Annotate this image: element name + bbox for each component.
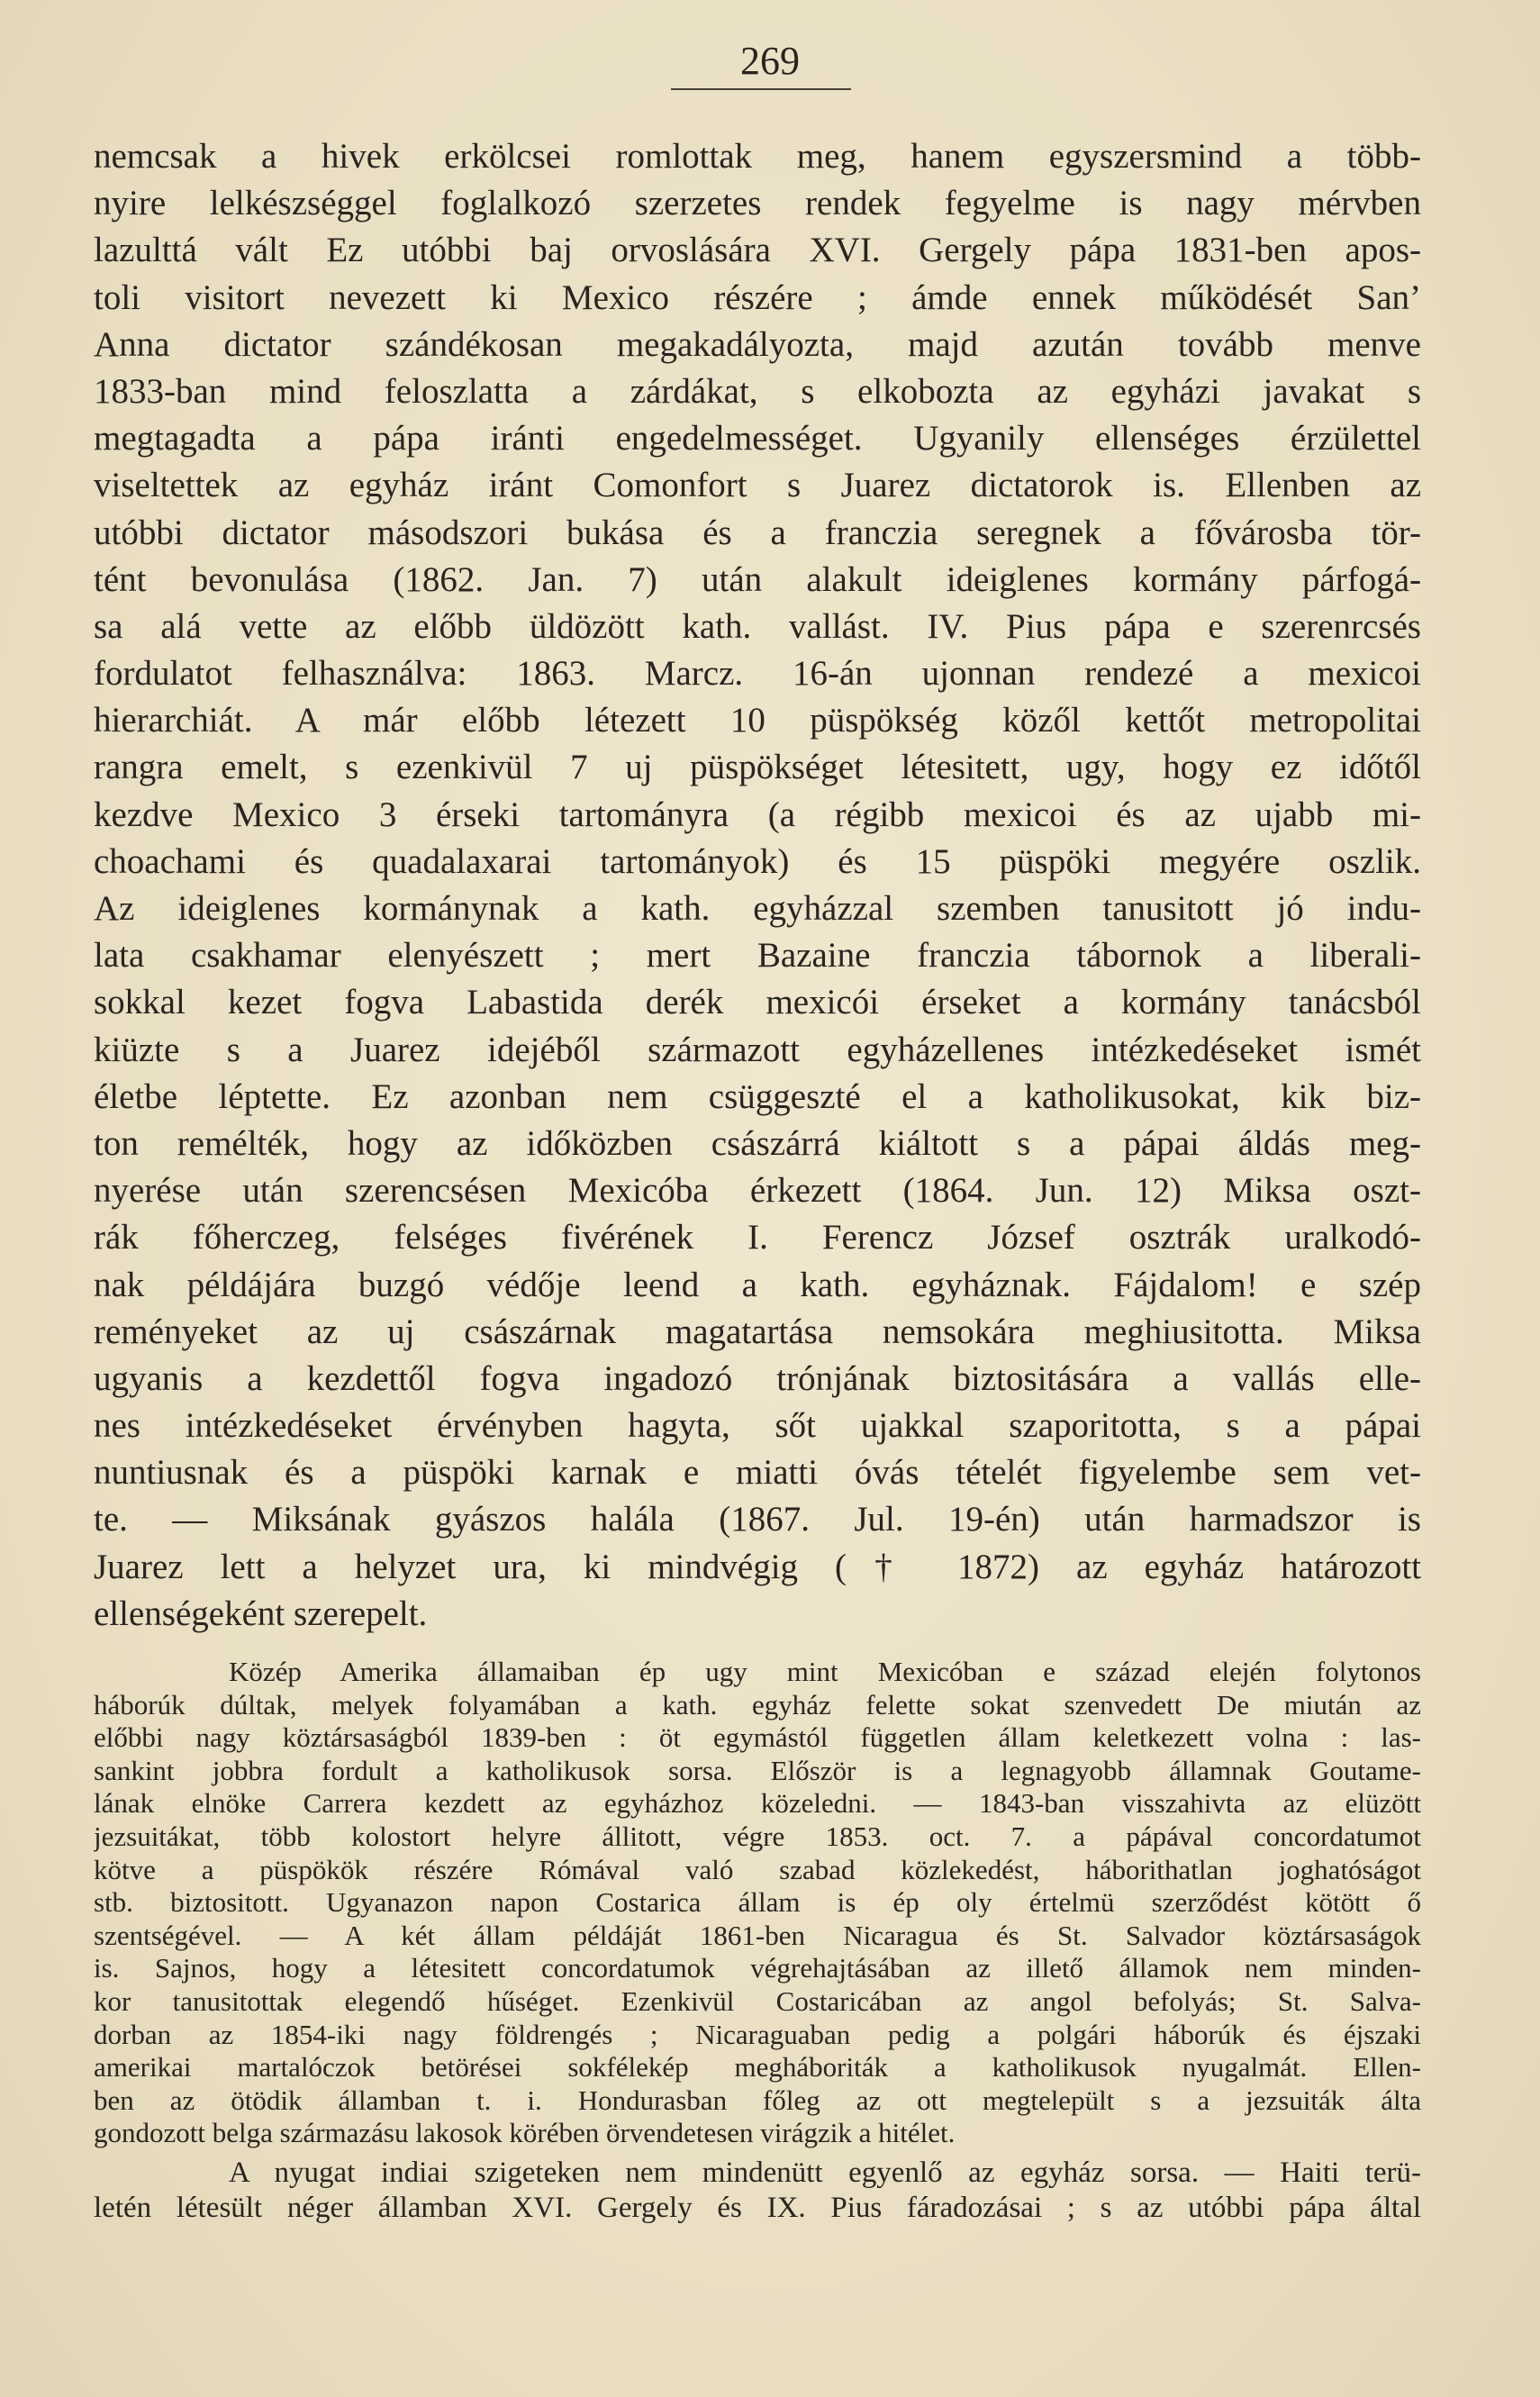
text-line: sankint jobbra fordult a katholikusok sorsa. Először is a legnagyobb államnak Goutame- <box>94 1754 1421 1786</box>
text-line: nemcsak a hivek erkölcsei romlottak meg, hanem egyszersmind a több- <box>94 137 1421 176</box>
text-line: A nyugat indiai szigeteken nem mindenütt egyenlő az egyház sorsa. — Haiti terü- <box>229 2156 1421 2189</box>
text-line: Az ideiglenes kormánynak a kath. egyházzal szemben tanusitott jó indu- <box>94 889 1421 928</box>
text-line: nes intézkedéseket érvényben hagyta, sőt ujakkal szaporitotta, s a pápai <box>94 1406 1421 1446</box>
text-line: kezdve Mexico 3 érseki tartományra (a régibb mexicoi és az ujabb mi- <box>94 794 1421 834</box>
west-indies-paragraph <box>94 2156 1421 2226</box>
text-line: choachami és quadalaxarai tartományok) és 15 püspöki megyére oszlik. <box>94 841 1421 881</box>
text-line: utóbbi dictator másodszori bukása és a franczia seregnek a fővárosba tör- <box>94 513 1421 552</box>
text-line: letén létesült néger államban XVI. Gergely és IX. Pius fáradozásai ; s az utóbbi pápa által <box>94 2192 1421 2224</box>
text-line: Anna dictator szándékosan megakadályozta, majd azután tovább menve <box>94 324 1421 364</box>
text-line: szentségével. — A két állam példáját 1861-ben Nicaragua és St. Salvador köztársaságok <box>94 1919 1421 1951</box>
header-rule <box>671 88 851 90</box>
text-line: fordulatot felhasználva: 1863. Marcz. 16-án ujonnan rendezé a mexicoi <box>94 654 1421 694</box>
text-line: előbbi nagy köztársaságból 1839-ben : öt egymástól független állam keletkezett volna : las- <box>94 1721 1421 1754</box>
text-line: dorban az 1854-iki nagy földrengés ; Nicaraguaban pedig a polgári háborúk és éjszaki <box>94 2018 1421 2050</box>
text-line: sa alá vette az előbb üldözött kath. vallást. IV. Pius pápa e szerenrcsés <box>94 606 1421 646</box>
text-line: amerikai martalóczok betörései sokfélekép megháboriták a katholikusok nyugalmát. Ellen- <box>94 2051 1421 2084</box>
text-line: nak példájára buzgó védője leend a kath. egyháznak. Fájdalom! e szép <box>94 1265 1421 1304</box>
text-line: életbe léptette. Ez azonban nem csüggeszté el a katholikusokat, kik biz- <box>94 1076 1421 1116</box>
text-line: kötve a püspökök részére Rómával való szabad közlekedést, háborithatlan joghatóságot <box>94 1853 1421 1885</box>
text-line: 1833-ban mind feloszlatta a zárdákat, s elkobozta az egyházi javakat s <box>94 371 1421 411</box>
text-line: lata csakhamar elenyészett ; mert Bazaine franczia tábornok a liberali- <box>94 936 1421 976</box>
text-line: tént bevonulása (1862. Jan. 7) után alakult ideiglenes kormány párfogá- <box>94 559 1421 599</box>
text-line: rangra emelt, s ezenkivül 7 uj püspökséget létesitett, ugy, hogy ez időtől <box>94 748 1421 787</box>
text-line: sokkal kezet fogva Labastida derék mexicói érseket a kormány tanácsból <box>94 983 1421 1022</box>
central-america-paragraph <box>94 1656 1421 2150</box>
text-line: ben az ötödik államban t. i. Hondurasban főleg az ott megtelepült s a jezsuiták álta <box>94 2084 1421 2116</box>
text-line: megtagadta a pápa iránti engedelmességet. Ugyanily ellenséges érzülettel <box>94 419 1421 459</box>
text-line: Juarez lett a helyzet ura, ki mindvégig († 1872) az egyház határozott <box>94 1547 1421 1586</box>
text-line: Közép Amerika államaiban ép ugy mint Mexicóban e század elején folytonos <box>229 1656 1421 1687</box>
text-line: kor tanusitottak elegendő hűséget. Ezenkivül Costaricában az angol befolyás; St. Salva- <box>94 1984 1421 2017</box>
text-line: nyire lelkészséggel foglalkozó szerzetes rendek fegyelme is nagy mérvben <box>94 184 1421 223</box>
main-paragraph <box>94 133 1421 1638</box>
text-line: hierarchiát. A már előbb létezett 10 püspökség közől kettőt metropolitai <box>94 701 1421 740</box>
text-line: te. — Miksának gyászos halála (1867. Jul. 19-én) után harmadszor is <box>94 1500 1421 1539</box>
text-line: toli visitort nevezett ki Mexico részére ; ámde ennek működését San’ <box>94 277 1421 317</box>
text-line: ugyanis a kezdettől fogva ingadozó trónjának biztositására a vallás elle- <box>94 1358 1421 1398</box>
text-line: is. Sajnos, hogy a létesitett concordatumok végrehajtásában az illető államok nem minden- <box>94 1952 1421 1984</box>
text-line: háborúk dúltak, melyek folyamában a kath. egyház felette sokat szenvedett De miután az <box>94 1688 1421 1721</box>
text-line: viseltettek az egyház iránt Comonfort s Juarez dictatorok is. Ellenben az <box>94 466 1421 505</box>
text-line: lazulttá vált Ez utóbbi baj orvoslására XVI. Gergely pápa 1831-ben apos- <box>94 231 1421 270</box>
page-number: 269 <box>740 39 800 83</box>
text-line: stb. biztositott. Ugyanazon napon Costarica állam is ép oly értelmü szerződést kötött ő <box>94 1886 1421 1919</box>
text-line: gondozott belga származásu lakosok körében örvendetesen virágzik a hitélet. <box>94 2117 956 2149</box>
text-line: ellenségeként szerepelt. <box>94 1593 428 1633</box>
text-line: nuntiusnak és a püspöki karnak e miatti óvás tételét figyelembe sem vet- <box>94 1453 1421 1493</box>
text-line: rák főherczeg, felséges fivérének I. Ferencz József osztrák uralkodó- <box>94 1218 1421 1258</box>
text-line: nyerése után szerencsésen Mexicóba érkezett (1864. Jun. 12) Miksa oszt- <box>94 1171 1421 1211</box>
text-line: reményeket az uj császárnak magatartása nemsokára meghiusitotta. Miksa <box>94 1312 1421 1351</box>
text-line: kiüzte s a Juarez idejéből származott egyházellenes intézkedéseket ismét <box>94 1030 1421 1069</box>
text-line: jezsuitákat, több kolostort helyre állitott, végre 1853. oct. 7. a pápával concordatumot <box>94 1820 1421 1852</box>
text-line: lának elnöke Carrera kezdett az egyházhoz közeledni. — 1843-ban visszahivta az elüzött <box>94 1787 1421 1820</box>
text-line: ton remélték, hogy az időközben császárrá kiáltott s a pápai áldás meg- <box>94 1123 1421 1163</box>
